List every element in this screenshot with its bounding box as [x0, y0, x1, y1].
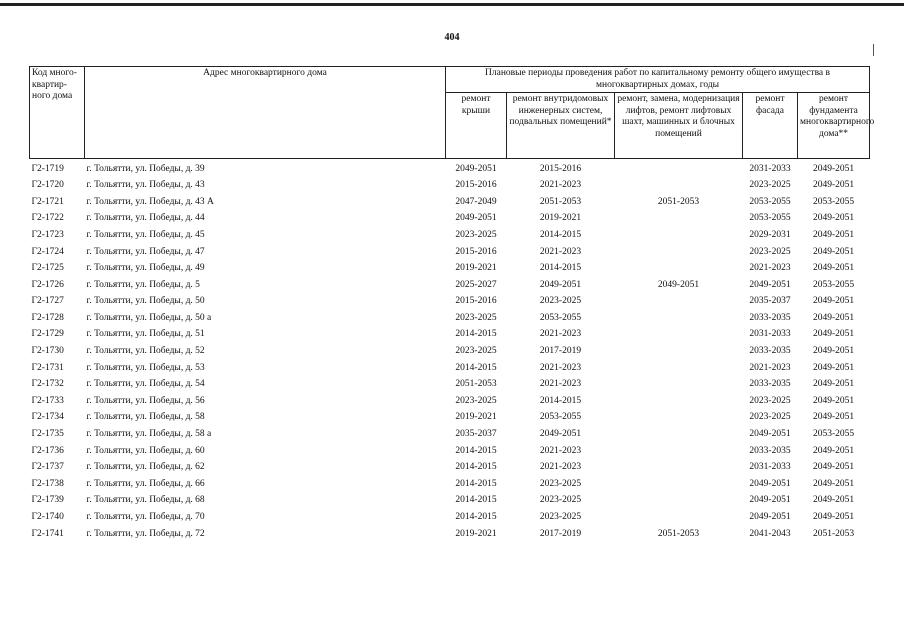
cell-engineering: 2019-2021: [539, 213, 582, 224]
cell-foundation: 2049-2051: [812, 346, 855, 357]
cell-engineering: 2049-2051: [539, 429, 582, 440]
capital-repair-table: [29, 66, 875, 543]
table-row: [30, 194, 870, 211]
cell-lifts: 2049-2051: [657, 279, 700, 290]
top-rule: [0, 3, 904, 6]
table-row: [30, 261, 870, 278]
header-foundation: ремонт фундамента многоквартирного дома**: [798, 93, 870, 159]
cell-lifts: [615, 294, 743, 311]
cell-engineering: 2023-2025: [539, 495, 582, 506]
cell-foundation: 2049-2051: [812, 445, 855, 456]
cell-engineering: 2023-2025: [539, 296, 582, 307]
cell-code: Г2-1731: [31, 362, 64, 373]
cell-engineering: 2023-2025: [539, 478, 582, 489]
cell-engineering: 2021-2023: [539, 462, 582, 473]
cell-facade: 2029-2031: [749, 229, 791, 240]
header-lifts: ремонт, замена, модернизация лифтов, ремонт лифтовых шахт, машинных и блочных помещений: [615, 93, 743, 159]
cell-address: г. Тольятти, ул. Победы, д. 45: [86, 229, 205, 240]
cell-foundation: 2049-2051: [812, 180, 855, 191]
cell-lifts: [615, 360, 743, 377]
table-row: [30, 310, 870, 327]
cell-foundation: 2049-2051: [812, 495, 855, 506]
cell-engineering: 2049-2051: [539, 279, 582, 290]
table-row: [30, 526, 870, 543]
cell-roof: 2014-2015: [455, 512, 497, 523]
table-row: [30, 227, 870, 244]
cell-code: Г2-1721: [31, 196, 64, 207]
cell-lifts: [615, 427, 743, 444]
table-row: [30, 393, 870, 410]
cell-foundation: 2049-2051: [812, 296, 855, 307]
cell-facade: 2049-2051: [749, 495, 791, 506]
cell-facade: 2053-2055: [749, 213, 791, 224]
cell-roof: 2019-2021: [455, 528, 497, 539]
cell-roof: 2014-2015: [455, 462, 497, 473]
cell-facade: 2049-2051: [749, 279, 791, 290]
cell-code: Г2-1719: [31, 163, 64, 174]
cell-foundation: 2049-2051: [812, 379, 855, 390]
cell-facade: 2049-2051: [749, 429, 791, 440]
cell-code: Г2-1739: [31, 495, 64, 506]
cell-facade: 2021-2023: [749, 263, 791, 274]
cell-engineering: 2023-2025: [539, 512, 582, 523]
header-row-1: [30, 67, 870, 93]
cell-roof: 2015-2016: [455, 296, 497, 307]
cell-foundation: 2049-2051: [812, 329, 855, 340]
cell-code: Г2-1725: [31, 263, 64, 274]
table-body: [30, 159, 870, 543]
table-row: [30, 294, 870, 311]
cell-roof: 2014-2015: [455, 329, 497, 340]
cell-address: г. Тольятти, ул. Победы, д. 66: [86, 478, 205, 489]
cell-lifts: [615, 509, 743, 526]
cell-foundation: 2049-2051: [812, 395, 855, 406]
cell-engineering: 2021-2023: [539, 329, 582, 340]
cell-lifts: [615, 377, 743, 394]
cell-facade: 2031-2033: [749, 163, 791, 174]
cell-foundation: 2049-2051: [812, 312, 855, 323]
table-row: [30, 427, 870, 444]
cell-code: Г2-1733: [31, 395, 64, 406]
header-facade: ремонт фасада: [743, 93, 798, 159]
cell-address: г. Тольятти, ул. Победы, д. 44: [86, 213, 205, 224]
cell-roof: 2023-2025: [455, 395, 497, 406]
cell-code: Г2-1722: [31, 213, 64, 224]
cell-facade: 2023-2025: [749, 412, 791, 423]
cell-facade: 2041-2043: [749, 528, 791, 539]
table-row: [30, 178, 870, 195]
cell-roof: 2014-2015: [455, 362, 497, 373]
cell-foundation: 2049-2051: [812, 462, 855, 473]
cell-lifts: [615, 178, 743, 195]
cell-roof: 2015-2016: [455, 180, 497, 191]
cell-code: Г2-1729: [31, 329, 64, 340]
cell-lifts: [615, 310, 743, 327]
table-row: [30, 327, 870, 344]
cell-facade: 2031-2033: [749, 462, 791, 473]
cell-address: г. Тольятти, ул. Победы, д. 54: [86, 379, 205, 390]
margin-mark: [873, 44, 874, 56]
cell-facade: 2049-2051: [749, 478, 791, 489]
cell-address: г. Тольятти, ул. Победы, д. 5: [86, 279, 200, 290]
cell-engineering: 2021-2023: [539, 379, 582, 390]
cell-facade: 2033-2035: [749, 346, 791, 357]
cell-engineering: 2015-2016: [539, 163, 582, 174]
cell-lifts: [615, 460, 743, 477]
cell-address: г. Тольятти, ул. Победы, д. 47: [86, 246, 205, 257]
cell-foundation: 2049-2051: [812, 213, 855, 224]
cell-engineering: 2014-2015: [539, 263, 582, 274]
table-row: [30, 493, 870, 510]
cell-engineering: 2021-2023: [539, 362, 582, 373]
header-periods: Плановые периоды проведения работ по капитальному ремонту общего имущества в многоквартирных домах, годы: [446, 67, 870, 93]
cell-facade: 2049-2051: [749, 512, 791, 523]
cell-engineering: 2021-2023: [539, 180, 582, 191]
cell-engineering: 2053-2055: [539, 412, 582, 423]
cell-facade: 2053-2055: [749, 196, 791, 207]
cell-engineering: 2014-2015: [539, 395, 582, 406]
cell-lifts: [615, 493, 743, 510]
table-row: [30, 443, 870, 460]
cell-roof: 2023-2025: [455, 229, 497, 240]
cell-foundation: 2049-2051: [812, 163, 855, 174]
cell-address: г. Тольятти, ул. Победы, д. 52: [86, 346, 205, 357]
cell-roof: 2014-2015: [455, 495, 497, 506]
cell-facade: 2033-2035: [749, 312, 791, 323]
cell-address: г. Тольятти, ул. Победы, д. 60: [86, 445, 205, 456]
table-row: [30, 344, 870, 361]
cell-address: г. Тольятти, ул. Победы, д. 43 А: [86, 196, 214, 207]
cell-address: г. Тольятти, ул. Победы, д. 43: [86, 180, 205, 191]
header-code: Код много-квартир-ного дома: [30, 67, 85, 159]
cell-address: г. Тольятти, ул. Победы, д. 50 а: [86, 312, 212, 323]
cell-lifts: [615, 344, 743, 361]
table-row: [30, 410, 870, 427]
cell-address: г. Тольятти, ул. Победы, д. 50: [86, 296, 205, 307]
cell-code: Г2-1726: [31, 279, 64, 290]
cell-code: Г2-1724: [31, 246, 64, 257]
cell-engineering: 2051-2053: [539, 196, 582, 207]
table-row: [30, 244, 870, 261]
cell-engineering: 2014-2015: [539, 229, 582, 240]
cell-facade: 2023-2025: [749, 395, 791, 406]
table-row: [30, 476, 870, 493]
cell-foundation: 2053-2055: [812, 429, 855, 440]
cell-code: Г2-1736: [31, 445, 64, 456]
table-row: [30, 377, 870, 394]
cell-roof: 2014-2015: [455, 478, 497, 489]
cell-roof: 2025-2027: [455, 279, 497, 290]
cell-code: Г2-1727: [31, 296, 64, 307]
cell-lifts: [615, 393, 743, 410]
cell-code: Г2-1730: [31, 346, 64, 357]
cell-facade: 2033-2035: [749, 445, 791, 456]
cell-code: Г2-1741: [31, 528, 64, 539]
cell-roof: 2051-2053: [455, 379, 497, 390]
cell-code: Г2-1732: [31, 379, 64, 390]
header-roof: ремонт крыши: [446, 93, 507, 159]
cell-facade: 2021-2023: [749, 362, 791, 373]
cell-facade: 2023-2025: [749, 180, 791, 191]
cell-code: Г2-1723: [31, 229, 64, 240]
cell-lifts: [615, 410, 743, 427]
cell-lifts: [615, 443, 743, 460]
cell-foundation: 2049-2051: [812, 412, 855, 423]
cell-lifts: 2051-2053: [657, 528, 700, 539]
cell-engineering: 2017-2019: [539, 346, 582, 357]
cell-lifts: [615, 159, 743, 178]
cell-roof: 2035-2037: [455, 429, 497, 440]
cell-facade: 2033-2035: [749, 379, 791, 390]
cell-address: г. Тольятти, ул. Победы, д. 39: [86, 163, 205, 174]
cell-lifts: [615, 476, 743, 493]
cell-address: г. Тольятти, ул. Победы, д. 58: [86, 412, 205, 423]
header-address: Адрес многоквартирного дома: [85, 67, 446, 159]
cell-foundation: 2049-2051: [812, 362, 855, 373]
cell-code: Г2-1738: [31, 478, 64, 489]
cell-address: г. Тольятти, ул. Победы, д. 72: [86, 528, 205, 539]
cell-roof: 2015-2016: [455, 246, 497, 257]
cell-engineering: 2021-2023: [539, 246, 582, 257]
cell-lifts: 2051-2053: [657, 196, 700, 207]
cell-code: Г2-1740: [31, 512, 64, 523]
cell-foundation: 2049-2051: [812, 229, 855, 240]
cell-roof: 2019-2021: [455, 412, 497, 423]
cell-roof: 2023-2025: [455, 312, 497, 323]
cell-facade: 2031-2033: [749, 329, 791, 340]
cell-code: Г2-1734: [31, 412, 64, 423]
cell-foundation: 2049-2051: [812, 246, 855, 257]
table-row: [30, 277, 870, 294]
cell-roof: 2023-2025: [455, 346, 497, 357]
cell-address: г. Тольятти, ул. Победы, д. 49: [86, 263, 205, 274]
cell-lifts: [615, 244, 743, 261]
cell-foundation: 2049-2051: [812, 512, 855, 523]
cell-engineering: 2021-2023: [539, 445, 582, 456]
table-header: [30, 67, 875, 159]
page-number: 404: [444, 32, 460, 43]
cell-foundation: 2049-2051: [812, 478, 855, 489]
cell-address: г. Тольятти, ул. Победы, д. 58 а: [86, 429, 212, 440]
cell-address: г. Тольятти, ул. Победы, д. 68: [86, 495, 205, 506]
table-row: [30, 360, 870, 377]
cell-facade: 2023-2025: [749, 246, 791, 257]
cell-foundation: 2053-2055: [812, 196, 855, 207]
table-row: [30, 211, 870, 228]
header-engineering: ремонт внутридомовых инженерных систем, подвальных помещений*: [507, 93, 615, 159]
cell-foundation: 2053-2055: [812, 279, 855, 290]
cell-foundation: 2051-2053: [812, 528, 855, 539]
cell-lifts: [615, 211, 743, 228]
cell-address: г. Тольятти, ул. Победы, д. 70: [86, 512, 205, 523]
cell-code: Г2-1737: [31, 462, 64, 473]
cell-address: г. Тольятти, ул. Победы, д. 62: [86, 462, 205, 473]
cell-facade: 2035-2037: [749, 296, 791, 307]
table-row: [30, 460, 870, 477]
cell-address: г. Тольятти, ул. Победы, д. 51: [86, 329, 205, 340]
cell-engineering: 2017-2019: [539, 528, 582, 539]
cell-roof: 2014-2015: [455, 445, 497, 456]
cell-roof: 2019-2021: [455, 263, 497, 274]
cell-engineering: 2053-2055: [539, 312, 582, 323]
cell-code: Г2-1720: [31, 180, 64, 191]
cell-code: Г2-1728: [31, 312, 64, 323]
cell-lifts: [615, 227, 743, 244]
table-row: [30, 159, 870, 178]
cell-address: г. Тольятти, ул. Победы, д. 56: [86, 395, 205, 406]
cell-address: г. Тольятти, ул. Победы, д. 53: [86, 362, 205, 373]
cell-roof: 2047-2049: [455, 196, 497, 207]
cell-lifts: [615, 261, 743, 278]
cell-roof: 2049-2051: [455, 163, 497, 174]
cell-code: Г2-1735: [31, 429, 64, 440]
cell-lifts: [615, 327, 743, 344]
cell-foundation: 2049-2051: [812, 263, 855, 274]
cell-roof: 2049-2051: [455, 213, 497, 224]
table-row: [30, 509, 870, 526]
